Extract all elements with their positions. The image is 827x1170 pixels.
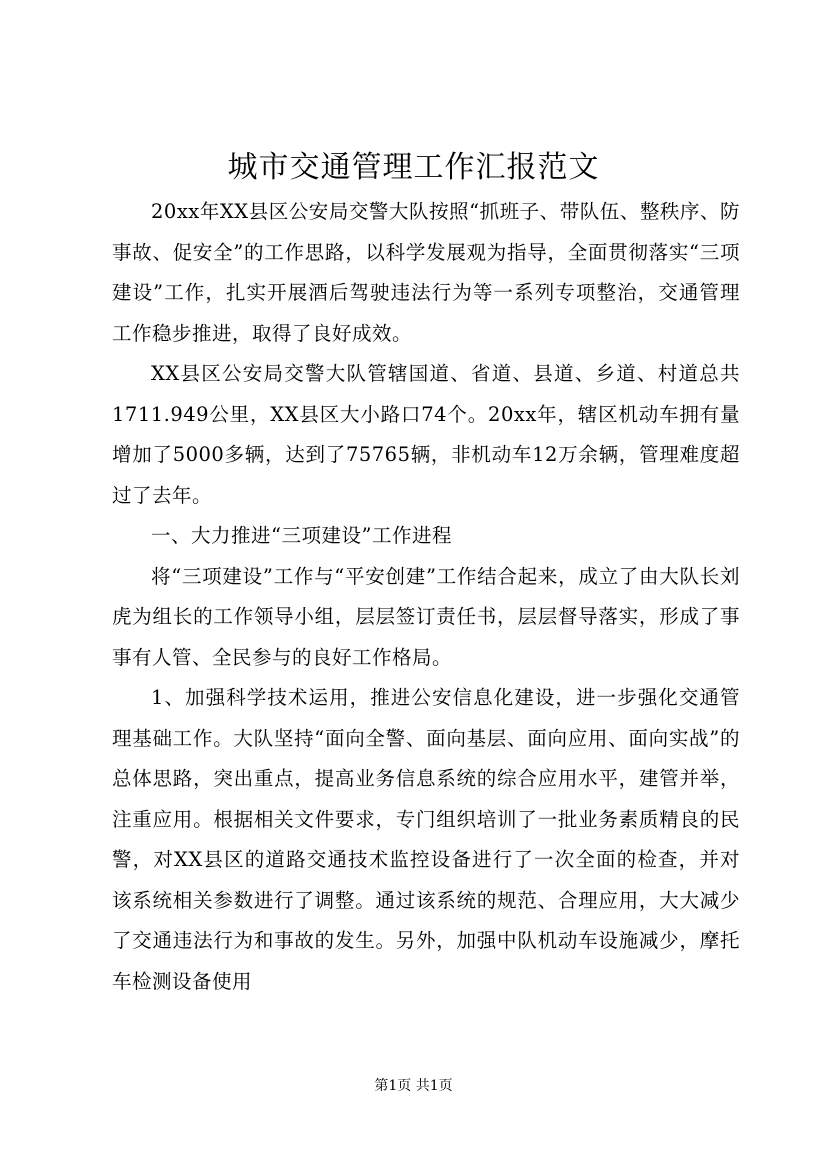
- document-title: 城市交通管理工作汇报范文: [227, 150, 600, 185]
- paragraph-leadership: 将“三项建设”工作与“平安创建”工作结合起来，成立了由大队长刘虎为组长的工作领导小组，层层签订责任书，层层督导落实，形成了事事有人管、全民参与的良好工作格局。: [112, 564, 740, 669]
- page-footer: 第1页 共1页: [374, 1078, 453, 1094]
- paragraph-technology: 1、加强科学技术运用，推进公安信息化建设，进一步强化交通管理基础工作。大队坚持“面向全警、面向基层、面向应用、面向实战”的总体思路，突出重点，提高业务信息系统的综合应用水平，建管并举，注重应用。根据相关文件要求，专门组织培训了一批业务素质精良的民警，对XX县区的道路交通技术监控设备进行了一次全面的检查，并对该系统相关参数进行了调整。通过该系统的规范、合理应用，大大减少了交通违法行为和事故的发生。另外，加强中队机动车设施减少，摩托车检测设备使用: [112, 686, 740, 993]
- paragraph-intro: 20xx年XX县区公安局交警大队按照“抓班子、带队伍、整秩序、防事故、促安全”的工作思路，以科学发展观为指导，全面贯彻落实“三项建设”工作，扎实开展酒后驾驶违法行为等一系列专项整治，交通管理工作稳步推进，取得了良好成效。: [112, 200, 740, 345]
- paragraph-jurisdiction: XX县区公安局交警大队管辖国道、省道、县道、乡道、村道总共1711.949公里，XX县区大小路口74个。20xx年，辖区机动车拥有量增加了5000多辆，达到了75765辆，非机动车12万余辆，管理难度超过了去年。: [112, 362, 740, 507]
- section-heading: 一、大力推进“三项建设”工作进程: [151, 524, 452, 547]
- document-body: [112, 192, 740, 1002]
